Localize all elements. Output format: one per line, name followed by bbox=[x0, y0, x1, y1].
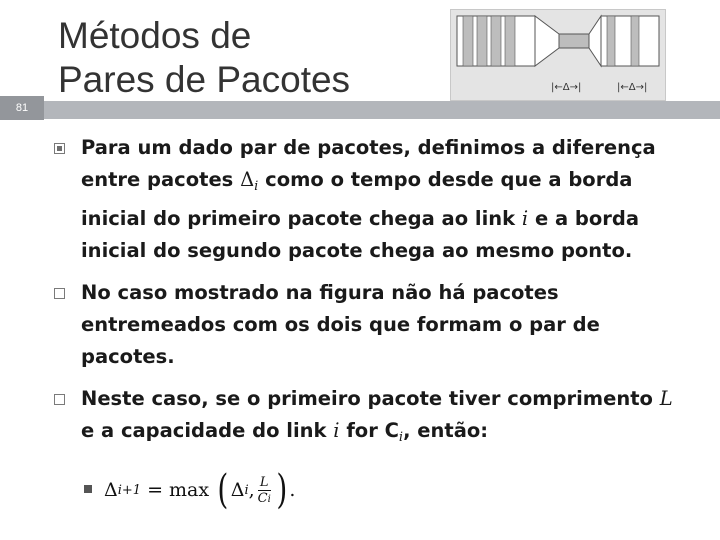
slide-content bbox=[50, 132, 690, 516]
sub-bullet-square-icon bbox=[84, 485, 92, 493]
fraction: $\frac{L}{Ci}$ bbox=[257, 474, 271, 506]
slide-number: 81 bbox=[0, 96, 44, 120]
formula: Δ i+1 = max ( Δ i , $\frac{L}{Ci}$ ) . bbox=[50, 464, 690, 516]
bullet-no-interleaved: No caso mostrado na figura não há pacotes entremeados com os dois que formam o par de pacotes. bbox=[50, 277, 690, 373]
title-line-1: Métodos de bbox=[58, 15, 252, 56]
bullet-square-icon bbox=[54, 143, 65, 154]
bullet-definition: Para um dado par de pacotes, definimos a diferença entre pacotes $\Delta_i$ como o tempo desde que a borda inicial do primeiro pacote chega ao link i e a borda inicial do segundo pacote chega ao mesmo ponto. bbox=[50, 132, 690, 267]
delta-label-right: |←Δ→| bbox=[617, 82, 648, 93]
bullet-capacity: Neste caso, se o primeiro pacote tiver comprimento L e a capacidade do link i for $C_i$, então: bbox=[50, 383, 690, 454]
packet-pair-diagram bbox=[451, 10, 665, 100]
delta-label-left: |←Δ→| bbox=[551, 82, 582, 93]
title-line-2: Pares de Pacotes bbox=[58, 59, 351, 100]
bullet-square-icon bbox=[54, 394, 65, 405]
open-paren: ( bbox=[217, 467, 229, 513]
bullet-square-icon bbox=[54, 288, 65, 299]
slide-title bbox=[58, 14, 350, 102]
close-paren: ) bbox=[276, 467, 288, 513]
packet-pair-figure bbox=[450, 9, 666, 101]
header-bar bbox=[44, 101, 720, 119]
